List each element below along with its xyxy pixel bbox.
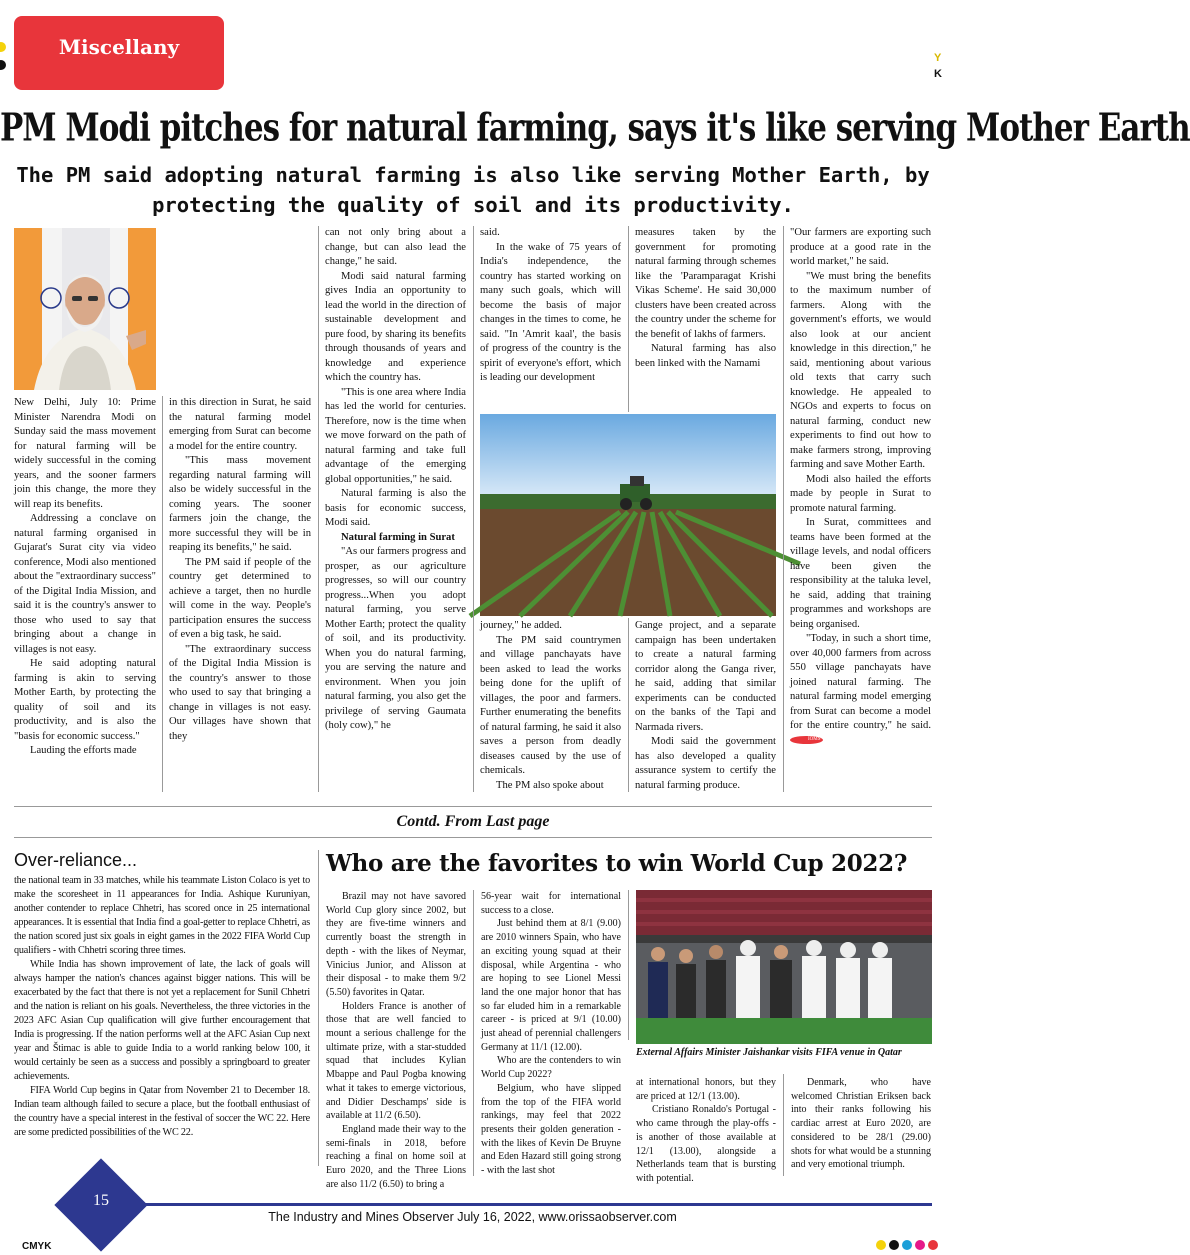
photo-caption: External Affairs Minister Jaishankar visits FIFA venue in Qatar [636, 1047, 902, 1058]
subheading-text: Natural farming in Surat [341, 531, 455, 543]
paragraph: "We must bring the benefits to the maximum number of farmers. Along with the government's efforts, we would also look at our ancient knowledge in this direction," he said, mentioning about various old texts that carry such knowledge. He appealed to NGOs and experts to focus on natural farming, conduct new experiments to find out how to make farmers strong, improving farming and save Mother Earth. [790, 270, 931, 470]
paragraph: Who are the contenders to win World Cup 2022? [481, 1055, 621, 1081]
paragraph: Addressing a conclave on natural farming organised in Gujarat's Surat city via video conference, Modi also mentioned about the "extraordinary success" of the Digital India Mission, and said it is the country's answer to those who used to say that bringing about a change in villages is not easy. [14, 513, 156, 655]
paragraph: in this direction in Surat, he said the natural farming model emerging from Surat can become a model for the entire country. [169, 397, 311, 452]
paragraph: "The extraordinary success of the Digital India Mission is the country's answer to those who used to say that bringing a change in villages is not easy. Our villages have shown that they [169, 643, 311, 742]
registration-dot-yellow [0, 42, 6, 52]
article3-title: Who are the favorites to win World Cup 2022? [326, 850, 908, 877]
column-rule [783, 226, 784, 792]
paragraph: measures taken by the government for promoting natural farming through schemes like the 'Paramparagat Krishi Vikas Scheme'. He said 30,000 clusters have been created across the country under the scheme for the benefit of lakhs of farmers. [635, 227, 776, 340]
paragraph: Modi also hailed the efforts made by people in Surat to promote natural farming. [790, 473, 931, 514]
article1-column-5-bottom [635, 619, 776, 793]
column-rule [783, 1074, 784, 1176]
paragraph: The PM said countrymen and village panchayats have been asked to lead the works being done for the uplift of villages, the poor and farmers. Further enumerating the benefits of natural farming, he said it also saves a person from deadly diseases caused by the use of chemicals. [480, 634, 621, 776]
column-rule [628, 226, 629, 412]
page-number: 15 [93, 1192, 109, 1209]
contd-label: Contd. From Last page [396, 813, 550, 830]
article3-column-2 [481, 890, 621, 1178]
paragraph: "Our farmers are exporting such produce at a good rate in the world market," he said. [790, 227, 931, 267]
section-label: Miscellany [58, 35, 180, 59]
registration-dot [876, 1240, 886, 1250]
article3-column-1 [326, 890, 466, 1191]
article1-column-4 [480, 226, 621, 386]
registration-letter-k: K [934, 68, 942, 80]
cmyk-label: CMYK [22, 1241, 52, 1252]
paragraph: journey," he added. [480, 620, 562, 631]
paragraph: While India has shown improvement of late, the lack of goals will always hamper the nation's chances against bigger nations. This will be exacerbated by the fact that there is not yet a replacement for Sunil Chhetri and the nation is reliant on his goals. Nevertheless, the three victories in the 2023 AFC Asian Cup qualification will give further encouragement that India is progressing. If the nation performs well at the AFC Asian Cup next year and Štimac is able to guide India to a world ranking below 100, it would certainly be seen as a success and possibly a springboard to greater achievements. [14, 959, 310, 1082]
paragraph: England made their way to the semi-finals in 2018, before reaching a final on home soil at Euro 2020, and the Three Lions are also 11/2 (6.50) to bring a [326, 1123, 466, 1190]
article3-column-4 [791, 1076, 931, 1172]
registration-dot-black [0, 60, 6, 70]
paragraph: "As our farmers progress and prosper, as our agriculture progresses, so will our country progress...When you adopt natural farming, you serve Mother Earth; protect the quality of soil, and its productivity. When you do natural farming, you are serving the nature and environment. When you join natural farming, you also get the privilege of serving Gaumata (holy cow)," he [325, 546, 466, 731]
paragraph: Belgium, who have slipped from the top of the FIFA world rankings, may feel that 2022 presents their golden generation - with the likes of Kevin De Bruyne and Eden Hazard still going strong - with the last shot [481, 1082, 621, 1177]
footer-line: The Industry and Mines Observer July 16, 2022, www.orissaobserver.com [268, 1210, 677, 1224]
fifa-venue-photo [636, 890, 932, 1044]
registration-dot [889, 1240, 899, 1250]
paragraph: FIFA World Cup begins in Qatar from November 21 to December 18. Indian team although failed to secure a place, but the football enthusiast of the country have a special interest in the festival of soccer the WC 22. Here are some predicted possibilities of the WC 22. [14, 1085, 310, 1138]
column-rule [473, 226, 474, 792]
paragraph: the national team in 33 matches, while his teammate Liston Colaco is yet to make the scoresheet in 11 appearances for India. Ashique Kuruniyan, another contender to replace Chhetri, has scored once in 25 international appearances. It is essential that India find a goal-getter to replace Chhetri, as the nation scored just six goals in eight games in the 2022 FIFA World Cup qualifiers - with Chhetri scoring three times. [14, 875, 310, 956]
paragraph: Cristiano Ronaldo's Portugal - who came through the play-offs - is another of those available at 12/1 (13.00), alongside a Netherlands team that is bursting with potential. [636, 1104, 776, 1184]
paragraph: Denmark, who have welcomed Christian Eriksen back into their ranks following his cardiac arrest at Euro 2020, are considered to be 28/1 (29.00) shots for what would be a stunning and very emotional triumph. [791, 1077, 931, 1171]
article1-column-3 [325, 226, 466, 734]
paragraph: Just behind them at 8/1 (9.00) are 2010 winners Spain, who have an exciting young squad at their disposal, while Argentina - who are hoping to see Lionel Messi land the one major honor that has so far eluded him in a remarkable career - is priced at 9/1 (10.00) just ahead of perennial challengers Germany at 11/1 (12.00). [481, 918, 621, 1053]
paragraph: can not only bring about a change, but can also lead the change," he said. [325, 227, 466, 267]
paragraph: Modi said natural farming gives India an opportunity to lead the world in the direction of sustainable development and pure food, by sharing its benefits through thousands of years and knowledge and experience which the country has. [325, 270, 466, 383]
registration-dot [915, 1240, 925, 1250]
article1-column-1 [14, 396, 156, 759]
article2-title: Over-reliance... [14, 850, 138, 870]
registration-dot [928, 1240, 938, 1250]
column-rule [318, 226, 319, 792]
paragraph-text: "Today, in such a short time, over 40,000 farmers from across 550 village panchayats have joined natural farming. The natural farming model emerging from Surat can become a model for the entire country," he said. [790, 633, 931, 731]
column-rule [162, 396, 163, 792]
paragraph: Holders France is another of those that are well fancied to mount a serious challenge for the ultimate prize, with a star-studded squad that includes Kylian Mbappe and Paul Pogba knowing what it takes to emerge victorious, and Didier Deschamps' side is available at 11/2 (6.50). [326, 1000, 466, 1122]
article2-body [14, 874, 310, 1140]
article1-column-5 [635, 226, 776, 371]
article1-column-4-bottom [480, 619, 621, 793]
paragraph: The PM said if people of the country get determined to achieve a target, then no hurdle will come in the way. People's participation ensures the success of even a big task, he said. [169, 556, 311, 640]
section-tab [14, 16, 224, 90]
paragraph: said. [480, 227, 500, 238]
paragraph: The PM also spoke about [496, 779, 604, 791]
paragraph: In the wake of 75 years of India's independence, the country has started working on many such goals, which will become the basis of major changes in the times to come, he said. "In 'Amrit kaal', the basis of progress of the country is the spirit of everyone's effort, which is leading our development [480, 241, 621, 383]
modi-photo [14, 228, 156, 390]
paragraph: at international honors, but they are priced at 12/1 (13.00). [636, 1077, 776, 1102]
registration-dots [876, 1240, 938, 1250]
article1-column-2 [169, 396, 311, 744]
paragraph: 56-year wait for international success to a close. [481, 891, 621, 916]
column-rule [318, 850, 319, 1166]
paragraph [790, 632, 931, 748]
paragraph: Modi said the government has also developed a quality assurance system to certify the natural farming produce. [635, 736, 776, 791]
paragraph: "This is one area where India has led the world for centuries. Therefore, now is the time when we move forward on the path of natural farming and take full advantage of the emerging global opportunities," he said. [325, 386, 466, 485]
article3-column-3 [636, 1076, 776, 1186]
paragraph: New Delhi, July 10: Prime Minister Narendra Modi on Sunday said the mass movement for natural farming will be widely successful in the coming years, and the sooner farmers join this change, the more they will reap its benefits. [14, 397, 156, 510]
end-mark: IOMS [790, 736, 823, 744]
column-rule [628, 618, 629, 792]
farm-tractor-photo [480, 414, 776, 616]
paragraph: In Surat, committees and teams have been formed at the village levels, and nodal officers have been given the responsibility at the taluka level, he said, adding that training programmes and workshops are being organised. [790, 517, 931, 630]
registration-dot [902, 1240, 912, 1250]
footer-rule [100, 1203, 932, 1206]
headline: PM Modi pitches for natural farming, says it's like serving Mother Earth [0, 105, 1190, 151]
subheading [325, 531, 466, 546]
contd-banner [14, 806, 932, 838]
article1-column-6 [790, 226, 931, 748]
subheadline: The PM said adopting natural farming is also like serving Mother Earth, by protecting the quality of soil and its productivity. [16, 163, 930, 217]
paragraph: "This mass movement regarding natural farming will also be widely successful in the coming years. The sooner farmers join the change, the more successful they will be in reaping its benefits," he said. [169, 455, 311, 553]
column-rule [628, 890, 629, 1040]
paragraph: He said adopting natural farming is akin to serving Mother Earth, by protecting the quality of soil and its productivity, and is also the "basis for economic success." [14, 658, 156, 742]
paragraph: Lauding the efforts made [30, 745, 137, 756]
column-rule [473, 890, 474, 1176]
paragraph: Gange project, and a separate campaign has been undertaken to create a natural farming corridor along the Ganga river, he said, adding that similar experiments can be conducted on the banks of the Tapi and Narmada rivers. [635, 620, 776, 733]
paragraph: Natural farming has also been linked with the Namami [635, 343, 776, 369]
registration-letter-y: Y [934, 52, 942, 64]
paragraph: Natural farming is also the basis for economic success, Modi said. [325, 488, 466, 528]
paragraph: Brazil may not have savored World Cup glory since 2002, but they are five-time winners and currently boast the strength in depth - with the likes of Neymar, Vinicius Junior, and Alisson at their disposal - to make them 9/2 (5.50) favorites in Qatar. [326, 891, 466, 998]
